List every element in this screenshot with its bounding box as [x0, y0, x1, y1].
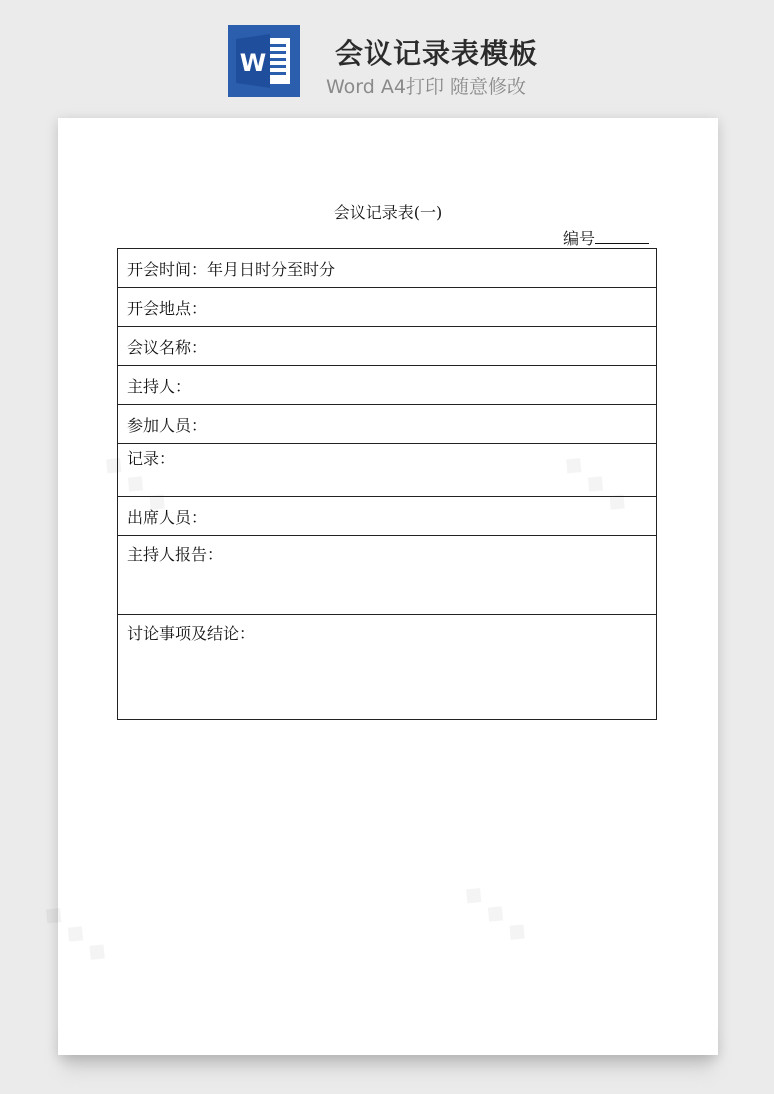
document-title: 会议记录表(一)	[333, 203, 443, 222]
serial-blank-line[interactable]	[595, 229, 649, 244]
template-title: 会议记录表模板	[335, 37, 539, 70]
field-present-members[interactable]: 出席人员：	[118, 497, 657, 536]
document-page	[58, 118, 718, 1055]
template-header	[0, 0, 774, 110]
meeting-record-table	[117, 248, 657, 720]
watermark	[457, 877, 535, 949]
field-recorder[interactable]: 记录：	[118, 444, 657, 497]
word-icon	[228, 25, 300, 97]
field-host-report[interactable]: 主持人报告：	[118, 536, 657, 615]
watermark	[37, 897, 115, 969]
word-logo-letter: W	[239, 49, 267, 77]
field-meeting-location[interactable]: 开会地点：	[118, 288, 657, 327]
template-subtitle: Word A4打印 随意修改	[326, 76, 527, 98]
field-meeting-time[interactable]: 开会时间：年月日时分至时分	[118, 249, 657, 288]
field-discussion-conclusions[interactable]: 讨论事项及结论：	[118, 615, 657, 720]
serial-label: 编号	[562, 229, 595, 248]
field-meeting-name[interactable]: 会议名称：	[118, 327, 657, 366]
field-attendees[interactable]: 参加人员：	[118, 405, 657, 444]
field-host[interactable]: 主持人：	[118, 366, 657, 405]
serial-number-field[interactable]	[563, 226, 649, 249]
